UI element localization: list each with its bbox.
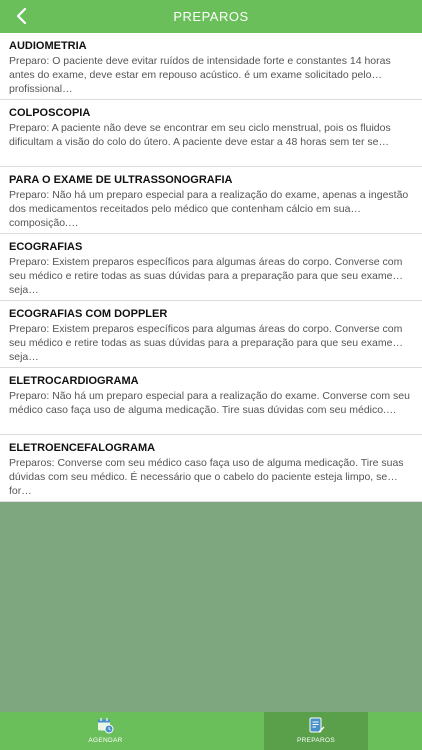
- list-item[interactable]: [0, 33, 422, 100]
- item-description: Preparos: Converse com seu médico caso faça uso de alguma medicação. Tire suas dúvidas com seu médico. É necessário que o cabelo do paciente esteja limpo, se for…: [9, 457, 404, 497]
- document-edit-icon: [308, 717, 325, 734]
- tab-bar: [0, 712, 422, 750]
- item-description: Preparo: Não há um preparo especial para a realização do exame. Converse com seu médico caso faça uso de alguma medicação. Tire suas dúvidas com seu médico.…: [9, 390, 410, 416]
- list-item[interactable]: [0, 301, 422, 368]
- tab-preparos-label: PREPAROS: [296, 737, 336, 744]
- item-description: Preparo: Não há um preparo especial para a realização do exame, apenas a ingestão dos medicamentos receitados pelo médico que contenham cálcio em sua composição.…: [9, 189, 409, 229]
- item-description: Preparo: Existem preparos específicos para algumas áreas do corpo. Converse com seu médico e retire todas as suas dúvidas para a preparação para que seu exame seja…: [9, 256, 403, 296]
- item-description: Preparo: O paciente deve evitar ruídos de intensidade forte e constantes 14 horas antes do exame, deve estar em repouso acústico. é um exame solicitado pelo profissional…: [9, 55, 391, 95]
- header-bar: [0, 0, 422, 33]
- calendar-clock-icon: [97, 717, 114, 734]
- item-title: AUDIOMETRIA: [9, 40, 87, 52]
- list-item[interactable]: [0, 368, 422, 435]
- back-button[interactable]: [10, 5, 32, 27]
- list-item[interactable]: [0, 100, 422, 167]
- item-title: ELETROENCEFALOGRAMA: [9, 442, 156, 454]
- list-item[interactable]: [0, 234, 422, 301]
- tab-agendar-label: AGENDAR: [88, 737, 123, 744]
- tab-agendar[interactable]: [0, 712, 211, 750]
- tab-preparos[interactable]: [264, 712, 368, 750]
- item-title: PARA O EXAME DE ULTRASSONOGRAFIA: [9, 174, 233, 186]
- item-title: ECOGRAFIAS: [9, 241, 83, 253]
- item-title: COLPOSCOPIA: [9, 107, 91, 119]
- page-title: PREPAROS: [173, 9, 249, 24]
- item-description: Preparo: Existem preparos específicos para algumas áreas do corpo. Converse com seu médico e retire todas as suas dúvidas para a preparação para que seu exame seja…: [9, 323, 403, 363]
- item-description: Preparo: A paciente não deve se encontrar em seu ciclo menstrual, pois os fluidos dificultam a visão do colo do útero. A paciente deve estar a 48 horas sem ter se…: [9, 122, 391, 148]
- preparos-list: [0, 33, 422, 502]
- item-title: ECOGRAFIAS COM DOPPLER: [9, 308, 168, 320]
- list-item[interactable]: [0, 435, 422, 502]
- list-item[interactable]: [0, 167, 422, 234]
- chevron-left-icon: [15, 7, 27, 25]
- item-title: ELETROCARDIOGRAMA: [9, 375, 139, 387]
